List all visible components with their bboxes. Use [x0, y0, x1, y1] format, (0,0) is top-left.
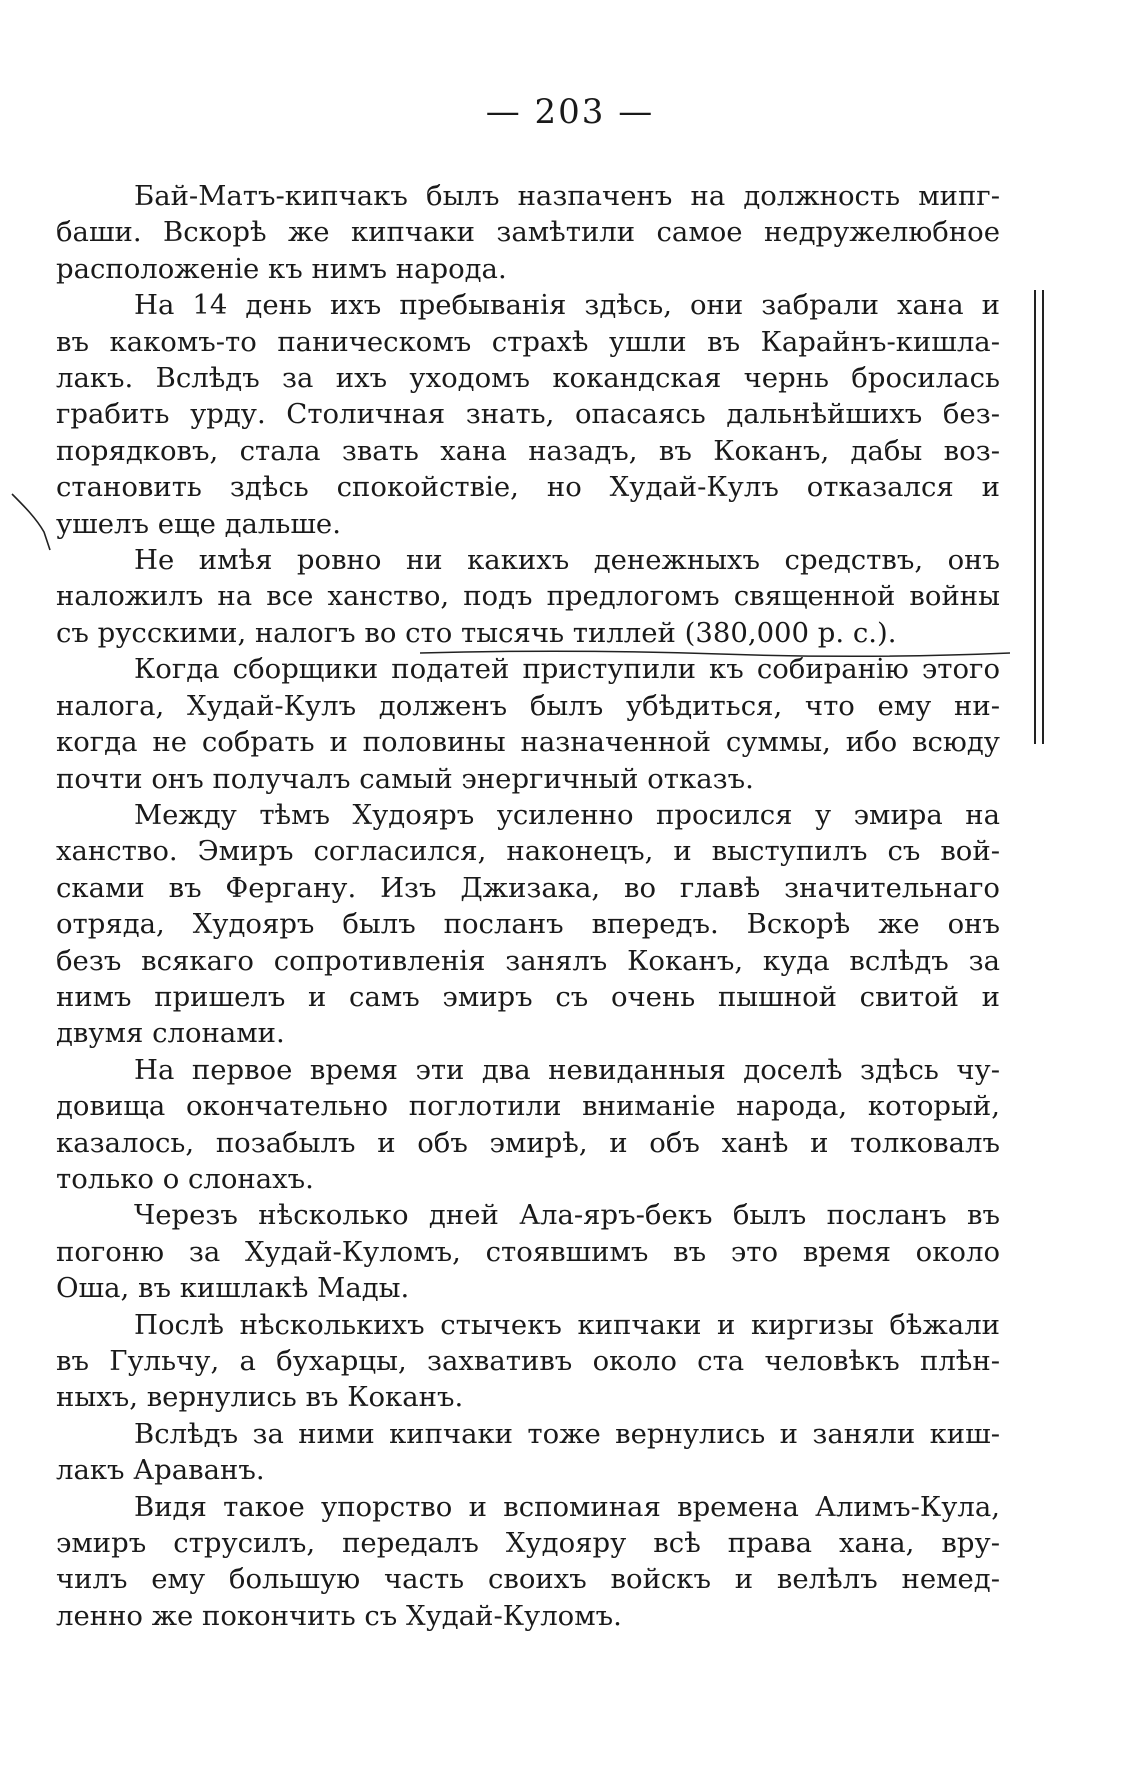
text-line: отряда, Худояръ былъ посланъ впередъ. Вскорѣ же онъ [56, 908, 1000, 941]
paragraph [56, 651, 1000, 797]
paragraph [56, 542, 1000, 651]
text-line: двумя слонами. [56, 1017, 285, 1050]
text-line: Оша, въ кишлакѣ Мады. [56, 1272, 410, 1305]
text-line: ханство. Эмиръ согласился, наконецъ, и выступилъ съ вой- [56, 835, 1000, 868]
text-line: въ какомъ-то паническомъ страхѣ ушли въ Карайнъ-кишла- [56, 325, 1000, 358]
text-line: грабить урду. Столичная знать, опасаясь дальнѣйшихъ без- [56, 398, 1000, 431]
text-line: расположеніе къ нимъ народа. [56, 252, 507, 285]
text-line: почти онъ получалъ самый энергичный отказъ. [56, 762, 754, 795]
text-line: На первое время эти два невиданныя доселѣ здѣсь чу- [134, 1053, 1000, 1086]
paragraph [56, 1197, 1000, 1306]
paragraph [56, 1052, 1000, 1198]
text-line: Между тѣмъ Худояръ усиленно просился у эмира на [134, 798, 1000, 831]
text-line: только о слонахъ. [56, 1162, 314, 1195]
paragraph [56, 1489, 1000, 1635]
text-line: налога, Худай-Кулъ долженъ былъ убѣдиться, что ему ни- [56, 689, 1000, 722]
text-line: нимъ пришелъ и самъ эмиръ съ очень пышной свитой и [56, 980, 1000, 1013]
text-line: Бай-Матъ-кипчакъ былъ назпаченъ на должность мипг- [134, 180, 1000, 212]
text-line: лакъ Араванъ. [56, 1454, 265, 1487]
text-line: съ русскими, налогъ во сто тысячь тиллей (380,000 р. с.). [56, 616, 897, 649]
paragraph [56, 178, 1000, 287]
text-line: становить здѣсь спокойствіе, но Худай-Кулъ отказался и [56, 471, 1000, 504]
text-line: довища окончательно поглотили вниманіе народа, который, [56, 1090, 1000, 1123]
text-line: чилъ ему большую часть своихъ войскъ и велѣлъ немед- [56, 1563, 1000, 1596]
text-line: сками въ Фергану. Изъ Джизака, во главѣ значительнаго [56, 871, 1000, 904]
text-line: Когда сборщики податей приступили къ собиранію этого [134, 653, 1000, 686]
text-line: когда не собрать и половины назначенной суммы, ибо всюду [56, 726, 1000, 759]
paragraph [56, 287, 1000, 542]
paragraph [56, 797, 1000, 1052]
text-line: Видя такое упорство и вспоминая времена Алимъ-Кула, [134, 1490, 1000, 1523]
text-line: порядковъ, стала звать хана назадъ, въ Коканъ, дабы воз- [56, 434, 1000, 467]
text-line: ушелъ еще дальше. [56, 507, 341, 540]
text-line: погоню за Худай-Куломъ, стоявшимъ въ это время около [56, 1235, 1000, 1268]
text-line: Вслѣдъ за ними кипчаки тоже вернулись и заняли киш- [134, 1417, 1000, 1450]
text-line: На 14 день ихъ пребыванія здѣсь, они забрали хана и [134, 289, 1000, 322]
text-line: въ Гульчу, а бухарцы, захвативъ около ста человѣкъ плѣн- [56, 1345, 1000, 1377]
margin-pencil-stroke [10, 492, 56, 552]
text-line: Черезъ нѣсколько дней Ала-яръ-бекъ былъ посланъ въ [134, 1199, 1000, 1232]
text-line: ныхъ, вернулись въ Коканъ. [56, 1381, 464, 1414]
text-line: наложилъ на все ханство, подъ предлогомъ священной войны [56, 580, 1000, 613]
page-number: — 203 — [485, 92, 655, 132]
text-line: лакъ. Вслѣдъ за ихъ уходомъ кокандская чернь бросилась [56, 362, 1000, 395]
text-line: ленно же покончить съ Худай-Куломъ. [56, 1599, 622, 1632]
paragraph [56, 1416, 1000, 1489]
text-line: казалось, позабылъ и объ эмирѣ, и объ ханѣ и толковалъ [56, 1126, 1000, 1159]
text-line: эмиръ струсилъ, передалъ Худояру всѣ права хана, вру- [56, 1527, 1000, 1560]
text-line: безъ всякаго сопротивленія занялъ Коканъ, куда вслѣдъ за [56, 944, 1000, 977]
text-line: Не имѣя ровно ни какихъ денежныхъ средствъ, онъ [134, 544, 1000, 577]
text-line: Послѣ нѣсколькихъ стычекъ кипчаки и киргизы бѣжали [134, 1308, 1000, 1341]
margin-vertical-mark [1034, 290, 1044, 744]
text-line: баши. Вскорѣ же кипчаки замѣтили самое недружелюбное [56, 216, 1000, 249]
body-text [56, 178, 1000, 1634]
paragraph [56, 1307, 1000, 1416]
